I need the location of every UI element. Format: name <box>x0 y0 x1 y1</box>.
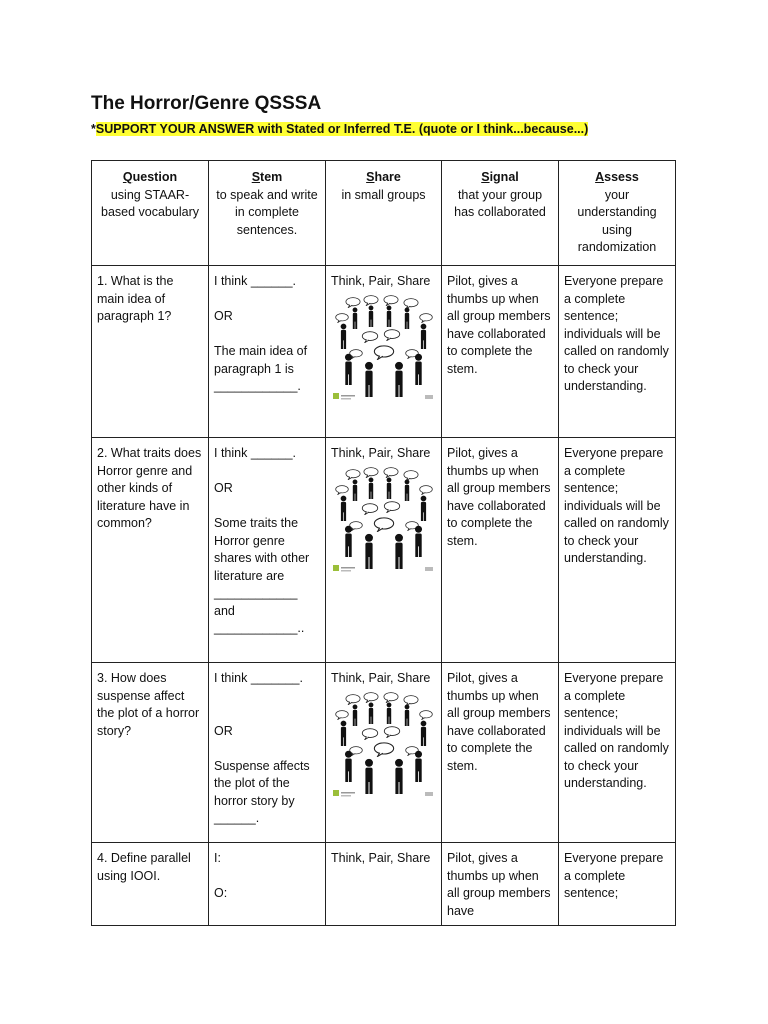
table-row <box>92 438 676 663</box>
stem-cell: I think _______. OR Suspense affects the plot of the horror story by ______. <box>209 663 326 843</box>
signal-cell: Pilot, gives a thumbs up when all group members have collaborated to complete the stem. <box>442 266 559 438</box>
table-row <box>92 663 676 843</box>
subtitle <box>91 122 588 136</box>
assess-cell: Everyone prepare a complete sentence; individuals will be called on randomly to check your understanding. <box>559 266 676 438</box>
stem-cell: I think ______. OR Some traits the Horror genre shares with other literature are ____________ and ____________.. <box>209 438 326 663</box>
table-row <box>92 843 676 926</box>
assess-cell: Everyone prepare a complete sentence; individuals will be called on randomly to check your understanding. <box>559 438 676 663</box>
assess-cell: Everyone prepare a complete sentence; <box>559 843 676 926</box>
stem-cell: I: O: <box>209 843 326 926</box>
qsssa-table <box>91 160 676 926</box>
signal-cell: Pilot, gives a thumbs up when all group members have collaborated to complete the stem. <box>442 438 559 663</box>
group-discussion-illustration <box>333 295 435 401</box>
header-stem: Stem to speak and write in complete sentences. <box>209 161 326 266</box>
table-row <box>92 266 676 438</box>
share-cell: Think, Pair, Share <box>326 663 442 843</box>
header-signal: Signal that your group has collaborated <box>442 161 559 266</box>
signal-cell: Pilot, gives a thumbs up when all group members have collaborated to complete the stem. <box>442 663 559 843</box>
question-cell: 2. What traits does Horror genre and other kinds of literature have in common? <box>92 438 209 663</box>
question-cell: 3. How does suspense affect the plot of a horror story? <box>92 663 209 843</box>
subtitle-asterisk: * <box>91 122 96 136</box>
header-share: Share in small groups <box>326 161 442 266</box>
share-cell: Think, Pair, Share <box>326 438 442 663</box>
share-cell: Think, Pair, Share <box>326 266 442 438</box>
share-cell: Think, Pair, Share <box>326 843 442 926</box>
subtitle-highlight: SUPPORT YOUR ANSWER with Stated or Inferred T.E. (quote or I think...because...) <box>95 122 589 136</box>
question-cell: 1. What is the main idea of paragraph 1? <box>92 266 209 438</box>
header-question: Question using STAAR-based vocabulary <box>92 161 209 266</box>
stem-cell: I think ______. OR The main idea of paragraph 1 is ____________. <box>209 266 326 438</box>
table-header-row <box>92 161 676 266</box>
header-assess: Assess your understanding using randomization <box>559 161 676 266</box>
group-discussion-illustration <box>333 467 435 573</box>
group-discussion-illustration <box>333 692 435 798</box>
assess-cell: Everyone prepare a complete sentence; individuals will be called on randomly to check your understanding. <box>559 663 676 843</box>
question-cell: 4. Define parallel using IOOI. <box>92 843 209 926</box>
signal-cell: Pilot, gives a thumbs up when all group members have <box>442 843 559 926</box>
page-title: The Horror/Genre QSSSA <box>91 93 322 114</box>
